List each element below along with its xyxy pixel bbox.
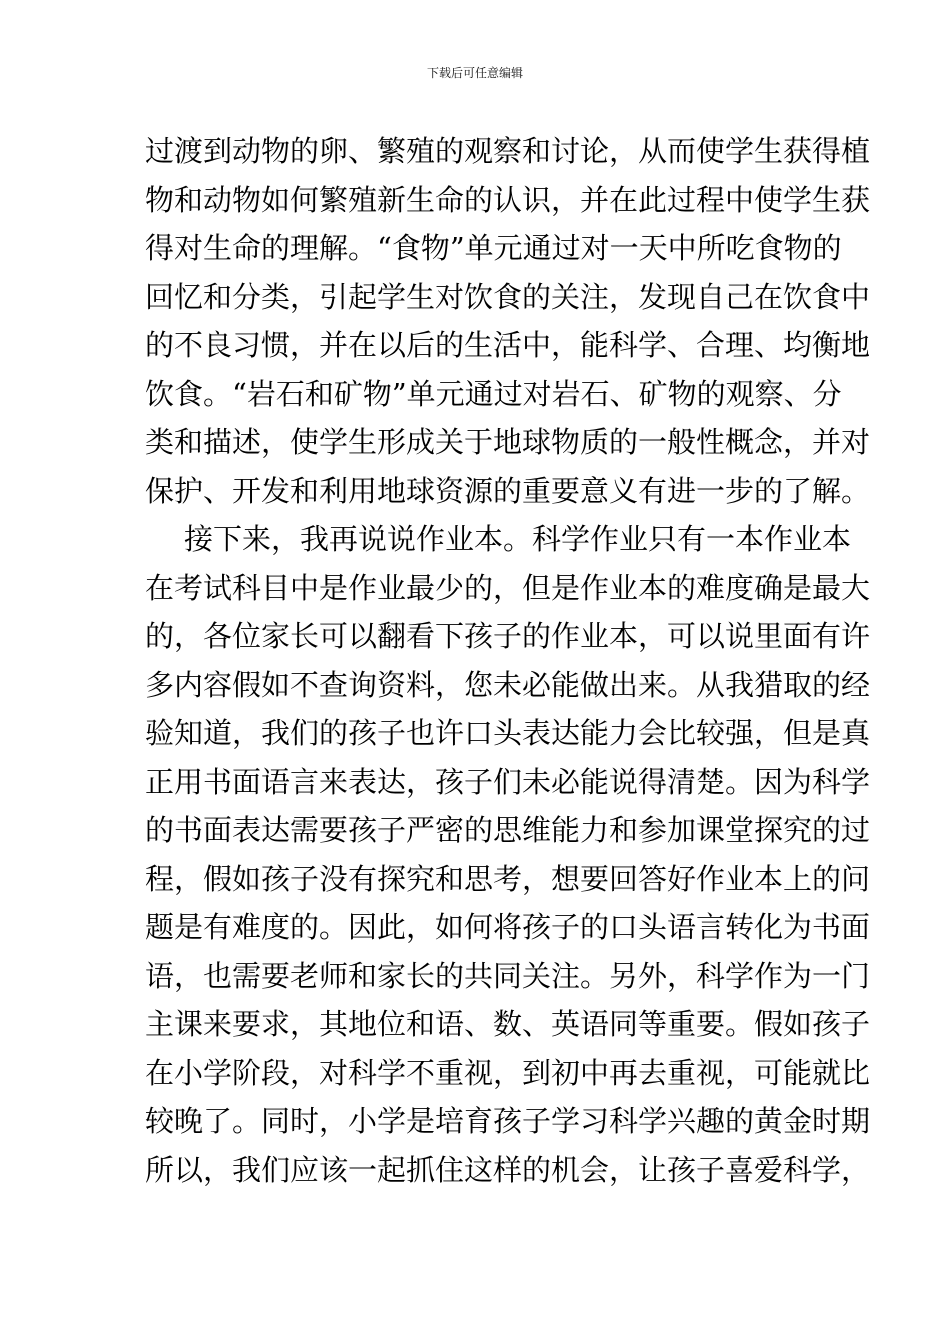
text-line: 多内容假如不查询资料，您未必能做出来。从我猎取的经 [145,667,871,702]
text-line: 在考试科目中是作业最少的，但是作业本的难度确是最大 [145,570,871,605]
text-line: 的，各位家长可以翻看下孩子的作业本，可以说里面有许 [145,619,871,653]
page-header-note: 下载后可任意编辑 [426,66,523,80]
text-line: 程，假如孩子没有探究和思考，想要回答好作业本上的问 [145,861,871,896]
text-line: 语，也需要老师和家长的共同关注。另外，科学作为一门 [145,958,871,993]
text-line: 验知道，我们的孩子也许口头表达能力会比较强，但是真 [145,716,871,750]
text-line: 得对生命的理解。“食物”单元通过对一天中所吃食物的 [145,231,842,265]
text-line: 过渡到动物的卵、繁殖的观察和讨论，从而使学生获得植 [145,134,871,168]
text-line: 物和动物如何繁殖新生命的认识，并在此过程中使学生获 [145,182,871,217]
text-line: 的书面表达需要孩子严密的思维能力和参加课堂探究的过 [145,813,871,847]
document-body [145,127,871,1194]
text-line: 回忆和分类，引起学生对饮食的关注，发现自己在饮食中 [145,279,871,314]
text-line: 在小学阶段，对科学不重视，到初中再去重视，可能就比 [145,1055,871,1090]
text-line: 类和描述，使学生形成关于地球物质的一般性概念，并对 [145,425,871,459]
text-line: 保护、开发和利用地球资源的重要意义有进一步的了解。 [145,473,871,508]
text-line: 的不良习惯，并在以后的生活中，能科学、合理、均衡地 [145,328,871,362]
text-line: 题是有难度的。因此，如何将孩子的口头语言转化为书面 [145,910,871,944]
text-line: 正用书面语言来表达，孩子们未必能说得清楚。因为科学 [145,764,871,799]
text-line: 所以，我们应该一起抓住这样的机会，让孩子喜爱科学， [145,1152,871,1187]
text-line: 饮食。“岩石和矿物”单元通过对岩石、矿物的观察、分 [145,376,842,411]
text-line: 主课来要求，其地位和语、数、英语同等重要。假如孩子 [145,1007,871,1041]
text-line: 较晚了。同时，小学是培育孩子学习科学兴趣的黄金时期 [145,1104,871,1138]
paragraph-first-line: 接下来，我再说说作业本。科学作业只有一本作业本 [184,522,852,556]
